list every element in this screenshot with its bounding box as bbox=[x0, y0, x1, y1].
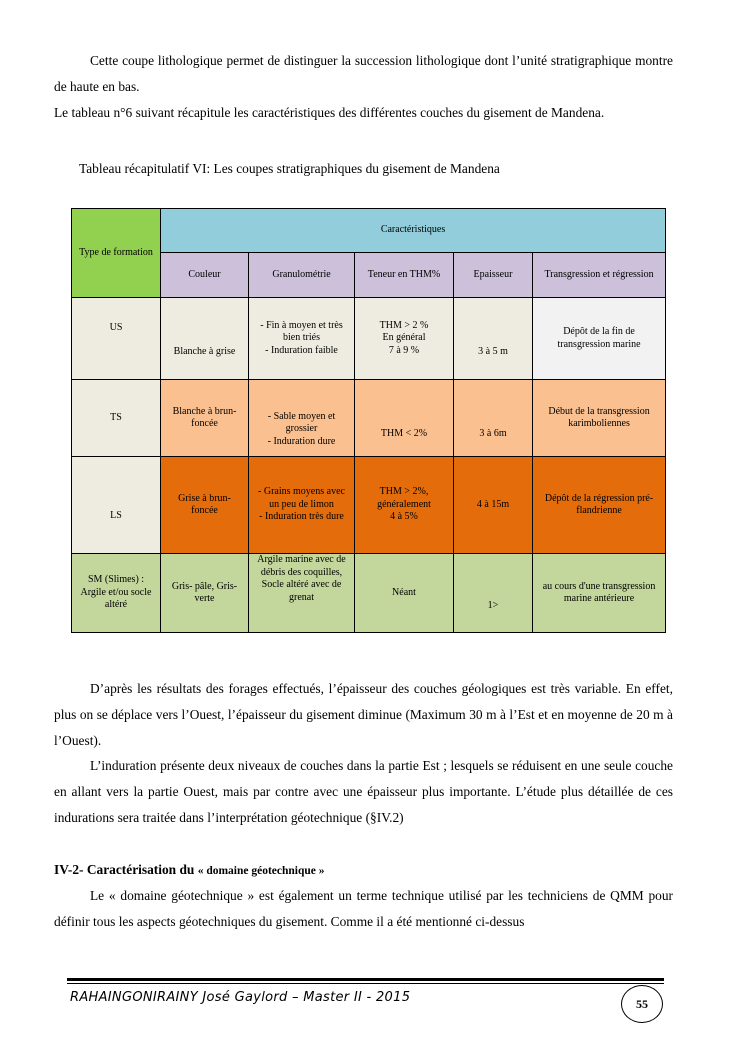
teneur-cell bbox=[355, 457, 454, 554]
section-heading-main: IV-2- Caractérisation du bbox=[54, 862, 195, 877]
column-header-teneur: Teneur en THM% bbox=[355, 253, 454, 298]
characteristics-header: Caractéristiques bbox=[161, 209, 666, 253]
body-paragraph: D’après les résultats des forages effectués, l’épaisseur des couches géologiques est très variable. En effet, plus on se déplace vers l’Ouest, l’épaisseur du gisement diminue (Maximum 30 m à l’Est et en moyenne de 20 m à l’Ouest). bbox=[54, 681, 673, 748]
footer-author: RAHAINGONIRAINY José Gaylord – Master II - 2015 bbox=[70, 990, 411, 1005]
epaisseur-cell: 1> bbox=[454, 554, 533, 633]
granulometrie-line: Argile marine avec de débris des coquilles, bbox=[257, 554, 346, 578]
intro-paragraph: Cette coupe lithologique permet de distinguer la succession lithologique dont l’unité stratigraphique montre de haute en bas. bbox=[54, 53, 673, 94]
table-row bbox=[72, 298, 666, 380]
teneur-line: généralement bbox=[377, 498, 431, 510]
epaisseur-cell: 3 à 6m bbox=[454, 380, 533, 457]
column-header-couleur: Couleur bbox=[161, 253, 249, 298]
teneur-line: 7 à 9 % bbox=[388, 344, 420, 356]
type-cell-ls: LS bbox=[72, 457, 161, 554]
transgression-cell: au cours d'une transgression marine antérieure bbox=[533, 554, 666, 633]
table-row bbox=[72, 554, 666, 633]
granulometrie-line: - Sable moyen et grossier bbox=[267, 410, 336, 434]
granulometrie-cell bbox=[249, 457, 355, 554]
granulometrie-line: - Induration dure bbox=[267, 435, 336, 447]
table-row bbox=[72, 457, 666, 554]
type-formation-header: Type de formation bbox=[72, 209, 161, 298]
footer-rule bbox=[67, 978, 664, 981]
granulometrie-line: - Fin à moyen et très bien triés bbox=[260, 319, 343, 344]
granulometrie-cell bbox=[249, 554, 355, 633]
teneur-cell bbox=[355, 298, 454, 380]
page-number: 55 bbox=[621, 985, 663, 1023]
transgression-cell: Dépôt de la régression pré-flandrienne bbox=[533, 457, 666, 554]
epaisseur-cell: 3 à 5 m bbox=[454, 298, 533, 380]
granulometrie-line: - Grains moyens avec un peu de limon bbox=[258, 486, 345, 510]
teneur-cell bbox=[355, 554, 454, 633]
teneur-line: En général bbox=[382, 332, 426, 344]
teneur-line: THM > 2%, bbox=[379, 486, 429, 498]
stratigraphy-table bbox=[71, 208, 666, 633]
granulometrie-line: - Induration très dure bbox=[259, 511, 344, 523]
body-paragraph: L’induration présente deux niveaux de couches dans la partie Est ; lesquels se réduisent en une seule couche en allant vers la partie Ouest, mais par contre avec une épaisseur plus importante. L’étude plus détaillée de ces indurations sera traitée dans l’interprétation géotechnique (§IV.2) bbox=[54, 758, 673, 825]
epaisseur-cell: 4 à 15m bbox=[454, 457, 533, 554]
type-cell-ts: TS bbox=[72, 380, 161, 457]
column-header-transgression: Transgression et régression bbox=[533, 253, 666, 298]
body-paragraph: Le « domaine géotechnique » est également un terme technique utilisé par les techniciens de QMM pour définir tous les aspects géotechniques du gisement. Comme il a été mentionné ci-dessus bbox=[54, 888, 673, 929]
teneur-line: THM < 2% bbox=[380, 427, 428, 439]
granulometrie-line: Socle altéré avec de grenat bbox=[261, 579, 342, 603]
couleur-cell: Gris- pâle, Gris-verte bbox=[161, 554, 249, 633]
column-header-epaisseur: Epaisseur bbox=[454, 253, 533, 298]
type-cell-us: US bbox=[72, 298, 161, 380]
teneur-line: Néant bbox=[392, 586, 416, 598]
transgression-cell: Dépôt de la fin de transgression marine bbox=[533, 298, 666, 380]
couleur-cell: Blanche à grise bbox=[161, 298, 249, 380]
table-caption: Tableau récapitulatif VI: Les coupes stratigraphiques du gisement de Mandena bbox=[79, 161, 500, 176]
footer-rule-thin bbox=[67, 983, 664, 984]
intro-paragraph-2: Le tableau n°6 suivant récapitule les caractéristiques des différentes couches du gisement de Mandena. bbox=[54, 105, 605, 120]
teneur-cell bbox=[355, 380, 454, 457]
section-heading bbox=[54, 857, 325, 884]
granulometrie-cell bbox=[249, 298, 355, 380]
transgression-cell: Début de la transgression karimboliennes bbox=[533, 380, 666, 457]
couleur-cell: Blanche à brun-foncée bbox=[161, 380, 249, 457]
type-cell-sm: SM (Slimes) : Argile et/ou socle altéré bbox=[72, 554, 161, 633]
couleur-cell: Grise à brun-foncée bbox=[161, 457, 249, 554]
granulometrie-cell bbox=[249, 380, 355, 457]
teneur-line: 4 à 5% bbox=[390, 511, 418, 523]
table-row bbox=[72, 380, 666, 457]
teneur-line: THM > 2 % bbox=[379, 319, 429, 331]
granulometrie-line: - Induration faible bbox=[265, 344, 338, 356]
column-header-granulometrie: Granulométrie bbox=[249, 253, 355, 298]
section-heading-quote: « domaine géotechnique » bbox=[197, 865, 325, 877]
